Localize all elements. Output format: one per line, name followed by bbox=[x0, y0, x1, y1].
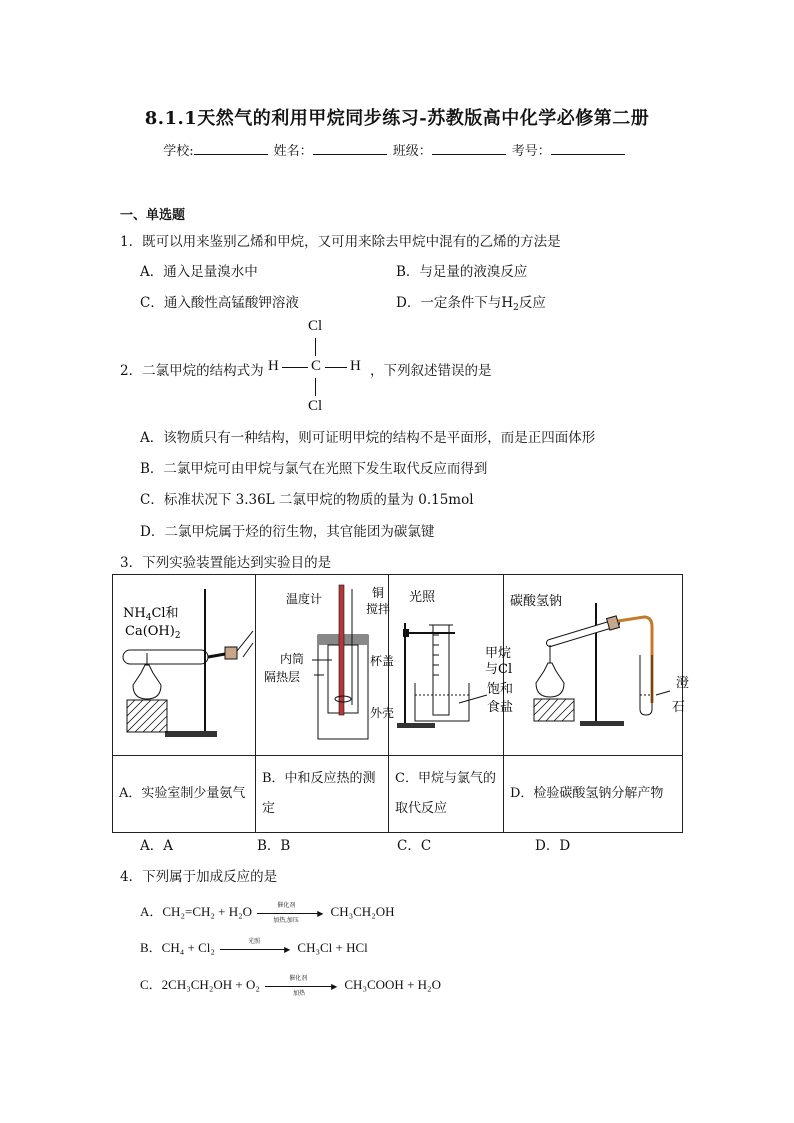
figure-a-cell bbox=[113, 575, 256, 756]
figure-b-cell bbox=[256, 575, 395, 756]
reaction-arrow: 催化剂 ▶ 加热,加压 bbox=[255, 906, 327, 920]
formula-cl-top: Cl bbox=[308, 318, 323, 334]
svg-text:碳酸氢钠: 碳酸氢钠 bbox=[510, 594, 563, 609]
name-blank bbox=[313, 142, 387, 155]
figure-c-cell bbox=[389, 575, 514, 756]
q3-answer-a: A．A bbox=[140, 838, 173, 854]
formula-cl-bottom: Cl bbox=[308, 398, 323, 414]
svg-text:NH4Cl和: $NH_4Cl$和 bbox=[123, 606, 179, 623]
q3-answer-d: D．D bbox=[535, 838, 571, 854]
svg-text:外壳: 外壳 bbox=[370, 706, 395, 720]
formula-h-right: H bbox=[350, 358, 361, 374]
formula-h-left: H bbox=[268, 358, 279, 374]
formula-c: C bbox=[311, 358, 322, 374]
svg-text:石: 石 bbox=[672, 700, 686, 715]
q2-option-a: A．该物质只有一种结构，则可证明甲烷的结构不是平面形，而是正四面体形 bbox=[140, 430, 596, 446]
svg-text:与Cl: 与Cl bbox=[485, 662, 513, 677]
q4-option-a: A．CH₂=CH₂ + H₂O 催化剂 ▶ 加热,加压 CH₃CH₂OH bbox=[140, 903, 395, 925]
question-2-stem-suffix: ，下列叙述错误的是 bbox=[370, 363, 492, 379]
bond-left bbox=[282, 367, 308, 368]
apparatus-table bbox=[112, 574, 690, 833]
q4-option-b: B．CH₄ + Cl₂ 光照 ▶ CH₃Cl + HCl bbox=[140, 939, 368, 955]
svg-text:澄: 澄 bbox=[676, 676, 690, 691]
q2-option-d: D．二氯甲烷属于烃的衍生物，其官能团为碳氯键 bbox=[140, 524, 435, 540]
q2-option-c: C．标准状况下 3.36L 二氯甲烷的物质的量为 0.15mol bbox=[140, 492, 474, 508]
svg-text:隔热层: 隔热层 bbox=[264, 670, 301, 684]
number-blank bbox=[551, 142, 625, 155]
methane-chlorine-figure bbox=[389, 575, 514, 751]
question-2-stem-prefix: 2．二氯甲烷的结构式为 bbox=[120, 363, 264, 379]
q1-option-d: D．一定条件下与$H_2$反应 bbox=[396, 295, 546, 313]
class-label: 班级： bbox=[392, 144, 432, 159]
bicarbonate-decomposition-figure bbox=[504, 575, 690, 751]
svg-text:杯盖: 杯盖 bbox=[370, 654, 395, 668]
caption-a: A．实验室制少量氨气 bbox=[113, 756, 256, 833]
svg-text:温度计: 温度计 bbox=[286, 592, 323, 606]
q3-answer-c: C．C bbox=[397, 838, 432, 854]
svg-text:铜: 铜 bbox=[372, 586, 385, 600]
page-title: 8.1.1天然气的利用甲烷同步练习-苏教版高中化学必修第二册 bbox=[144, 108, 650, 129]
reaction-arrow: 光照 ▶ bbox=[218, 942, 294, 956]
svg-text:食盐: 食盐 bbox=[487, 700, 514, 715]
question-1-stem: 1．既可以用来鉴别乙烯和甲烷，又可用来除去甲烷中混有的乙烯的方法是 bbox=[120, 234, 561, 250]
caption-b: B．中和反应热的测定 bbox=[256, 756, 389, 833]
q1-option-b: B．与足量的液溴反应 bbox=[396, 264, 528, 280]
caption-c: C．甲烷与氯气的取代反应 bbox=[389, 756, 504, 833]
school-blank bbox=[194, 142, 268, 155]
question-4-stem: 4．下列属于加成反应的是 bbox=[120, 869, 278, 885]
svg-text:光照: 光照 bbox=[409, 590, 436, 605]
student-info bbox=[0, 140, 794, 159]
svg-text:饱和: 饱和 bbox=[487, 682, 514, 697]
svg-text:内筒: 内筒 bbox=[280, 652, 305, 666]
section-heading: 一、单选题 bbox=[120, 208, 186, 223]
calorimeter-figure bbox=[256, 575, 395, 751]
caption-d: D．检验碳酸氢钠分解产物 bbox=[504, 756, 683, 833]
structural-formula bbox=[262, 316, 372, 416]
svg-text:甲烷: 甲烷 bbox=[485, 646, 512, 661]
q2-option-b: B．二氯甲烷可由甲烷与氯气在光照下发生取代反应而得到 bbox=[140, 461, 488, 477]
class-blank bbox=[432, 142, 506, 155]
question-3-stem: 3．下列实验装置能达到实验目的是 bbox=[120, 555, 332, 571]
svg-text:Ca(OH)2: $Ca(OH)_2$ bbox=[125, 624, 181, 641]
q1-option-a: A．通入足量溴水中 bbox=[140, 264, 258, 280]
svg-text:搅拌: 搅拌 bbox=[366, 602, 391, 616]
q1-option-c: C．通入酸性高锰酸钾溶液 bbox=[140, 295, 299, 311]
name-label: 姓名： bbox=[273, 144, 313, 159]
q3-answer-b: B．B bbox=[257, 838, 291, 854]
school-label: 学校: bbox=[163, 144, 194, 159]
figure-d-cell bbox=[504, 575, 690, 756]
number-label: 考号： bbox=[511, 144, 551, 159]
q4-option-c: C．2CH₃CH₂OH + O₂ 催化剂 ▶ 加热 CH₃COOH + H₂O bbox=[140, 976, 441, 998]
bond-top bbox=[315, 338, 316, 356]
reaction-arrow: 催化剂 ▶ 加热 bbox=[263, 979, 341, 993]
ammonia-apparatus-figure bbox=[113, 575, 255, 751]
bond-right bbox=[325, 367, 347, 368]
bond-bottom bbox=[315, 378, 316, 396]
